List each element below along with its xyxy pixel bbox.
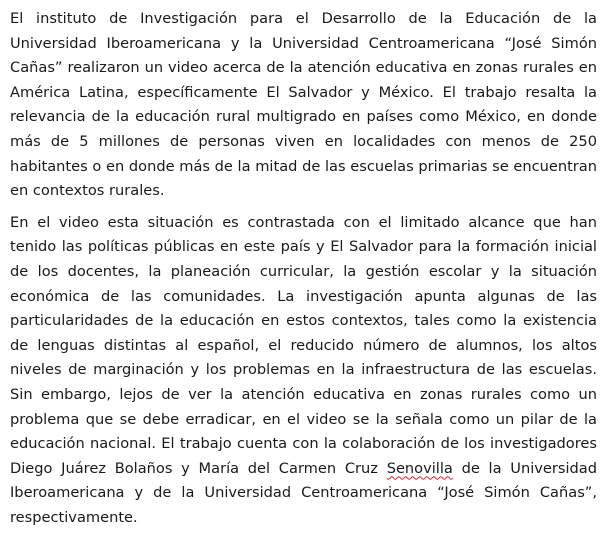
paragraph-2-text-before: En el video esta situación es contrastada con el limitado alcance que han tenido las políticas públicas en este país y El Salvador para la formación inicial de los docentes, la planeación curricular, la gestión escolar y la situación económica de las comunidades. La investigación apunta algunas de las particularidades de la educación en estos contextos, tales como la existencia de lenguas distintas al español, el reducido número de alumnos, los altos niveles de marginación y los problemas en la infraestructura de las escuelas. Sin embargo, lejos de ver la atención educativa en zonas rurales como un problema que se debe erradicar, en el video se la señala como un pilar de la educación nacional. El trabajo cuenta con la colaboración de los investigadores Diego Juárez Bolaños y María del Carmen Cruz (10, 213, 597, 477)
paragraph-1: El instituto de Investigación para el Desarrollo de la Educación de la Universidad Iberoamericana y la Universidad Centroamericana “José Simón Cañas” realizaron un video acerca de la atención educativa en zonas rurales en América Latina, específicamente El Salvador y México. El trabajo resalta la relevancia de la educación rural multigrado en países como México, en donde más de 5 millones de personas viven en localidades con menos de 250 habitantes o en donde más de la mitad de las escuelas primarias se encuentran en contextos rurales. (10, 10, 597, 200)
document-body (10, 7, 597, 530)
paragraph-2-text-after: de la Universidad Iberoamericana y de la Universidad Centroamericana “José Simón Cañas”, respectivamente. (10, 459, 598, 526)
paragraph-2 (10, 211, 597, 531)
spellcheck-flagged-word[interactable]: Senovilla (386, 459, 453, 477)
